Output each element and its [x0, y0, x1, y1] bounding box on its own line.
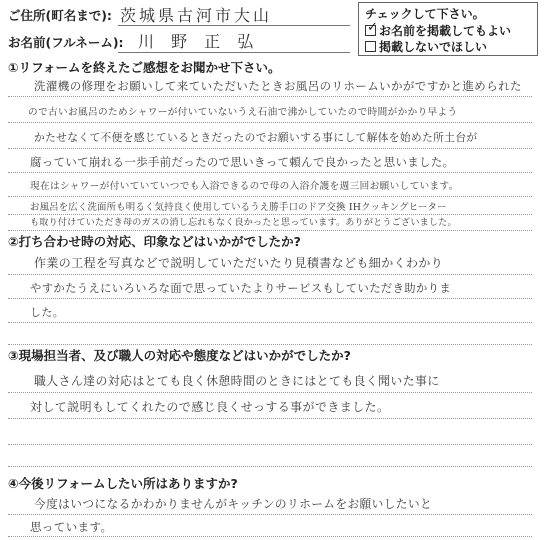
name-value: 川 野 正 弘 [138, 32, 260, 51]
question-3-title: ③現場担当者、及び職人の対応や態度などはいかがでしたか? [8, 348, 351, 363]
question-4-title: ④今後リフォームしたい所はありますか? [8, 476, 238, 491]
answer-1-line-5: 現在はシャワーが付いていていつでも入浴できるので母の入浴介護を週三回お願いしています。 [30, 181, 459, 192]
answer-2-line-3: した。 [30, 306, 65, 319]
rule-line [8, 148, 532, 149]
no-publish-label: 掲載しないでほしい [379, 40, 488, 54]
answer-1-line-2: ので古いお風呂のためシャワーが付いていないうえ石油で沸かしていたので時間がかかり早よう [28, 107, 458, 118]
rule-line [8, 418, 532, 419]
rule-line [8, 466, 532, 467]
answer-3-line-1: 職人さん達の対応はとても良く休憩時間のときにはとても良く聞いた事に [34, 374, 440, 388]
address-underline [118, 25, 350, 26]
consent-option-no-publish[interactable] [365, 38, 487, 55]
rule-line [8, 322, 532, 323]
rule-line [8, 274, 532, 275]
rule-line [8, 298, 532, 299]
rule-line [8, 514, 532, 515]
question-1-title: ①リフォームを終えたご感想をお聞かせ下さい。 [8, 60, 281, 75]
consent-option-publish[interactable] [365, 22, 511, 39]
consent-title: チェックして下さい。 [365, 7, 485, 21]
no-publish-checkbox[interactable] [365, 41, 376, 52]
answer-2-line-2: やすかたうえにいろいろな面で思っていたよりサービスもしていただき助かりま [30, 282, 452, 295]
answer-1-line-6: お風呂を広く洗面所も明るく気持良く使用しているうえ勝手口のドア交換 IHクッキングヒーター [30, 202, 447, 213]
rule-line [8, 230, 532, 231]
answer-1-line-4: 腐っていて崩れる一歩手前だったので思いきって頼んで良かったと思いました。 [30, 155, 455, 169]
rule-line [8, 392, 532, 393]
address-label: ご住所(町名まで): [8, 8, 112, 23]
name-underline [118, 52, 350, 53]
answer-4-line-1: 今度はいつになるかわかりませんがキッチンのリホームをお願いしたいと [34, 497, 433, 511]
name-label: お名前(フルネーム): [8, 35, 124, 50]
publish-label: お名前を掲載してもよい [379, 24, 512, 38]
answer-1-line-1: 洗濯機の修理をお願いして来ていただいたときお風呂のリホームいかがですかと進められた [34, 79, 522, 93]
answer-1-line-7: も取り付けていただき母のガスの消し忘れもなく良かったと思っています。ありがとうございました。 [30, 218, 457, 228]
consent-box [358, 2, 538, 56]
rule-line [8, 96, 532, 97]
publish-checkbox[interactable] [365, 20, 378, 36]
rule-line [8, 172, 532, 173]
answer-4-line-2: 思っています。 [30, 520, 113, 534]
rule-line [8, 122, 532, 123]
rule-line [8, 344, 532, 345]
answer-3-line-2: 対して説明もしてくれたので感じ良くせっする事ができました。 [30, 400, 390, 414]
rule-line [8, 444, 532, 445]
rule-line [8, 536, 532, 537]
answer-2-line-1: 作業の工程を写真などで説明していただいたり見積書なども細かくわかり [34, 256, 444, 270]
rule-line [8, 196, 532, 197]
address-value: 茨城県古河市大山 [120, 6, 273, 25]
question-2-title: ②打ち合わせ時の対応、印象などはいかがでしたか? [8, 234, 301, 249]
answer-1-line-3: かたせなくて不便を感じているときだったのでお願いする事にして解体を始めた所土台が [34, 131, 478, 144]
checkmark-icon: ✓ [367, 20, 378, 35]
